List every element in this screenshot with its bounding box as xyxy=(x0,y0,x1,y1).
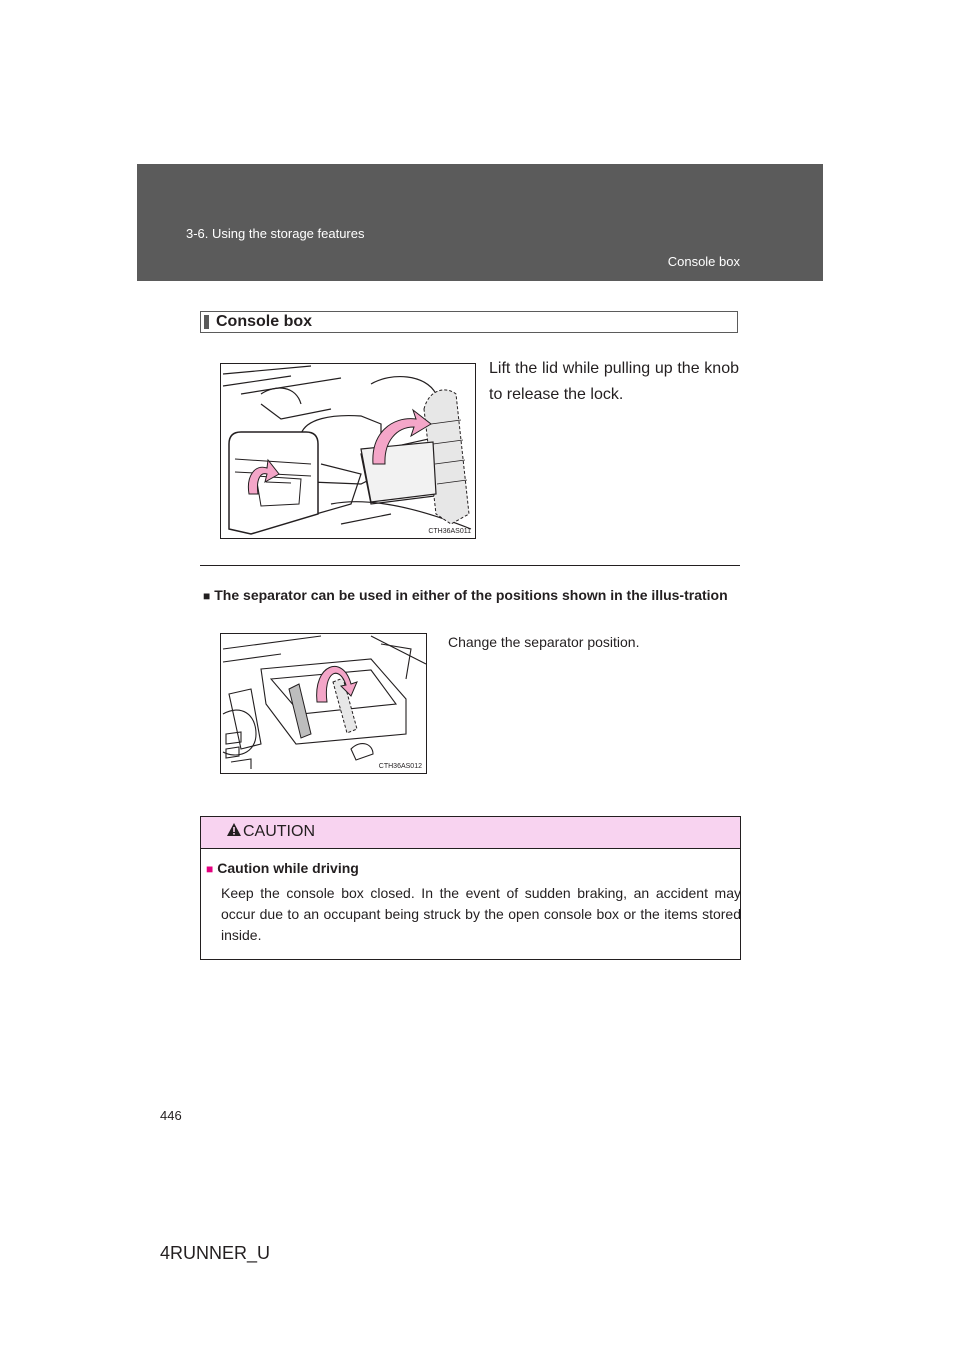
section-title-box xyxy=(200,311,738,333)
page-number: 446 xyxy=(160,1108,182,1123)
separator-illustration xyxy=(220,633,427,774)
note-title-text: The separator can be used in either of the positions shown in the illus-tration xyxy=(214,587,728,603)
caution-bullet: ■ xyxy=(206,862,214,876)
caution-header xyxy=(201,817,740,849)
console-lid-drawing xyxy=(221,364,476,539)
section-breadcrumb: 3-6. Using the storage features xyxy=(186,226,365,241)
figure-code: CTH36AS011 xyxy=(428,528,471,535)
section-title: Console box xyxy=(216,313,313,330)
note-heading xyxy=(203,585,741,607)
topic-label: Console box xyxy=(667,254,740,269)
caution-heading xyxy=(206,860,359,876)
page-header xyxy=(137,164,823,281)
caution-title: Caution while driving xyxy=(217,860,359,876)
note-body: Change the separator position. xyxy=(448,634,640,650)
title-marker xyxy=(204,315,209,329)
figure1-instruction: Lift the lid while pulling up the knob to release the lock. xyxy=(489,360,739,403)
caution-body: Keep the console box closed. In the event of sudden braking, an accident may occur due to an occupant being struck by the open console box or the items stored inside. xyxy=(221,885,741,943)
caution-box xyxy=(200,816,741,960)
separator-drawing xyxy=(221,634,427,774)
console-lid-illustration xyxy=(220,363,476,539)
note-bullet: ■ xyxy=(203,589,211,603)
model-code: 4RUNNER_U xyxy=(160,1243,271,1263)
divider xyxy=(200,565,740,566)
figure-code: CTH36AS012 xyxy=(378,763,422,770)
caution-label: CAUTION xyxy=(243,823,315,840)
warning-triangle-icon xyxy=(226,822,242,837)
